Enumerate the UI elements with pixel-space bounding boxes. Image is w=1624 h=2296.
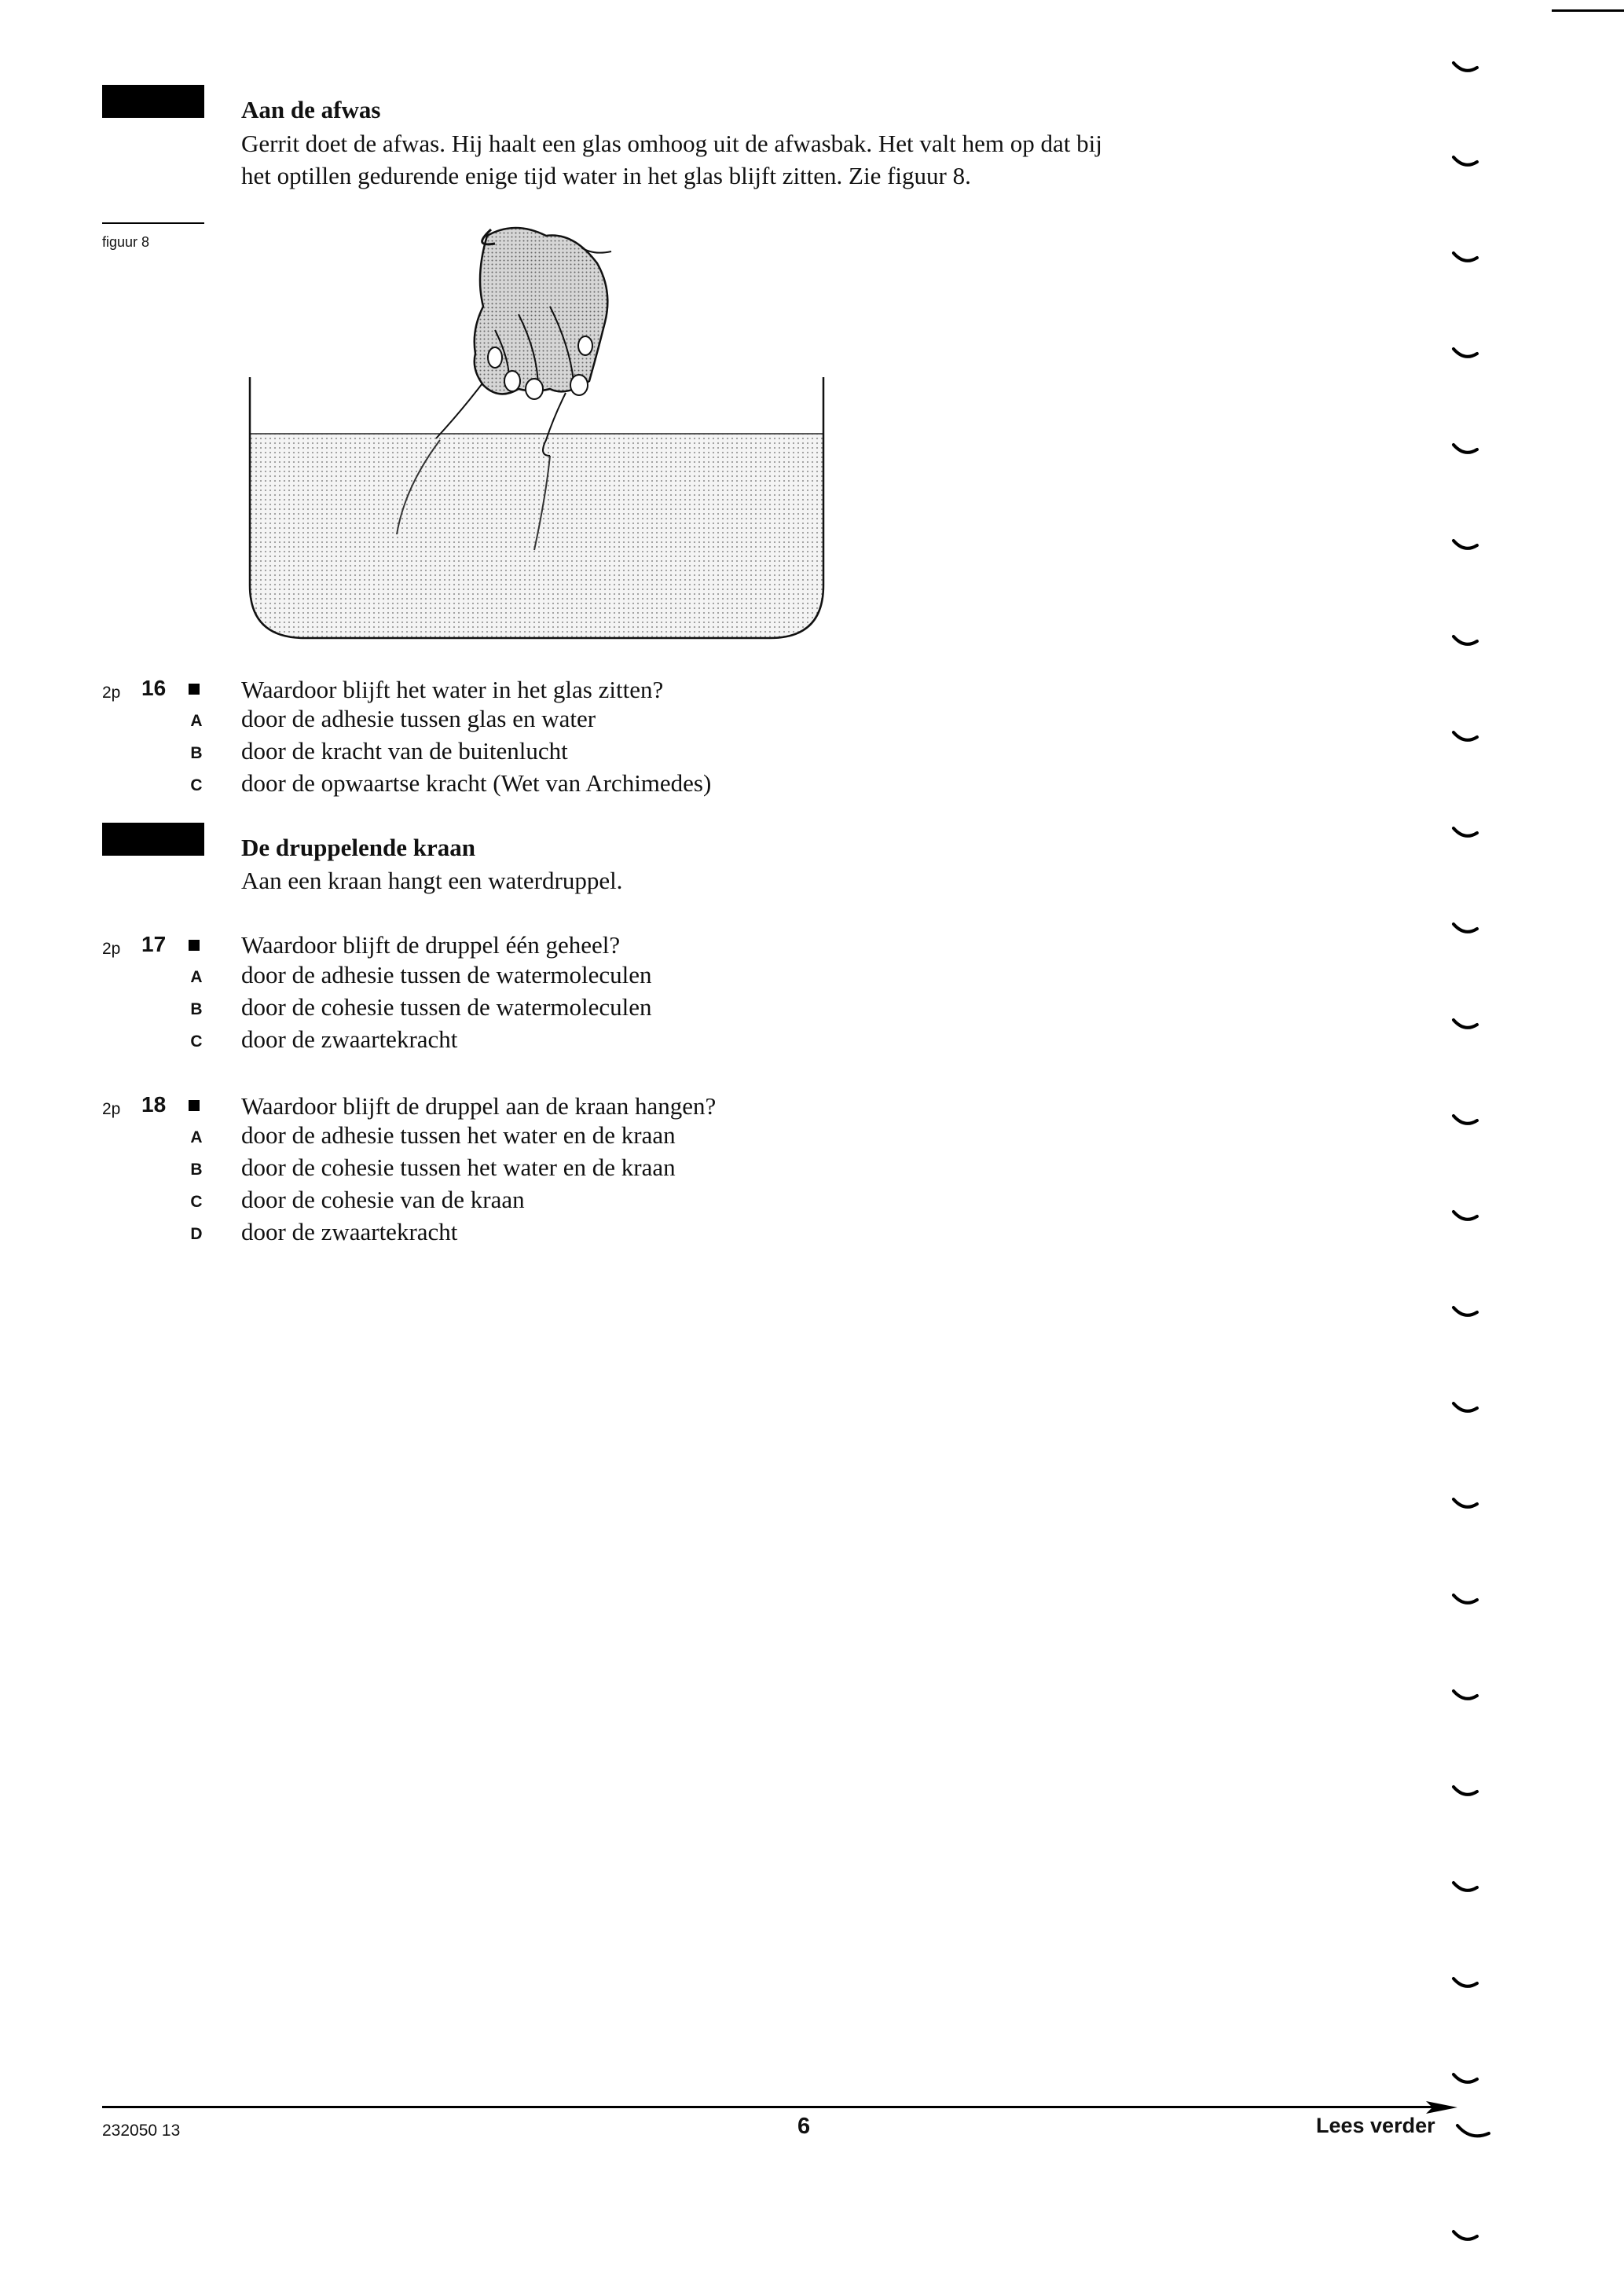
- option-letter: A: [190, 968, 203, 986]
- binding-marks: [1446, 47, 1493, 2247]
- hand: [475, 228, 608, 394]
- option-text[interactable]: door de opwaartse kracht (Wet van Archimedes): [241, 769, 712, 797]
- continue-label: Lees verder: [1316, 2114, 1435, 2137]
- question-points: 2p: [102, 940, 121, 958]
- section-marker: [102, 85, 204, 118]
- option-letter: C: [190, 1193, 203, 1211]
- question-number: 18: [141, 1092, 167, 1117]
- section-intro: [241, 127, 1341, 192]
- option-letter: D: [190, 1225, 203, 1243]
- question-points: 2p: [102, 1100, 121, 1118]
- section-intro: Aan een kraan hangt een waterdruppel.: [241, 867, 623, 894]
- option-text[interactable]: door de adhesie tussen glas en water: [241, 705, 596, 732]
- page-number: 6: [797, 2114, 811, 2139]
- option-text[interactable]: door de cohesie tussen de watermoleculen: [241, 993, 652, 1021]
- option-letter: A: [190, 712, 203, 730]
- question-marker: [189, 940, 200, 951]
- option-letter: C: [190, 776, 203, 794]
- section-title: Aan de afwas: [241, 96, 381, 123]
- option-text[interactable]: door de zwaartekracht: [241, 1025, 458, 1053]
- question-text: Waardoor blijft de druppel één geheel?: [241, 931, 621, 959]
- exam-code: 232050 13: [102, 2122, 181, 2140]
- question-marker: [189, 1100, 200, 1111]
- figure-rule: [102, 222, 204, 224]
- question-number: 17: [141, 932, 167, 956]
- option-letter: B: [190, 1000, 203, 1018]
- question-points: 2p: [102, 684, 121, 702]
- option-letter: B: [190, 1161, 203, 1179]
- option-text[interactable]: door de zwaartekracht: [241, 1218, 458, 1245]
- question-number: 16: [141, 676, 167, 700]
- option-letter: B: [190, 744, 203, 762]
- section-title: De druppelende kraan: [241, 834, 475, 861]
- question-text: Waardoor blijft het water in het glas zitten?: [241, 676, 664, 703]
- footer-rule: [102, 2106, 1438, 2108]
- section-marker: [102, 823, 204, 856]
- intro-line: Gerrit doet de afwas. Hij haalt een glas omhoog uit de afwasbak. Het valt hem op dat bij: [241, 130, 1102, 157]
- question-marker: [189, 684, 200, 695]
- corner-rule: [1552, 9, 1624, 12]
- question-text: Waardoor blijft de druppel aan de kraan hangen?: [241, 1092, 717, 1120]
- option-text[interactable]: door de adhesie tussen de watermoleculen: [241, 961, 652, 988]
- option-text[interactable]: door de cohesie tussen het water en de kraan: [241, 1154, 676, 1181]
- option-letter: A: [190, 1128, 203, 1146]
- option-text[interactable]: door de kracht van de buitenlucht: [241, 737, 568, 765]
- option-text[interactable]: door de cohesie van de kraan: [241, 1186, 525, 1213]
- figure-sink-hand: [236, 220, 849, 644]
- intro-line: het optillen gedurende enige tijd water in het glas blijft zitten. Zie figuur 8.: [241, 162, 971, 189]
- figure-label: figuur 8: [102, 234, 150, 250]
- option-letter: C: [190, 1032, 203, 1051]
- binding-mark: [1454, 2122, 1493, 2145]
- option-text[interactable]: door de adhesie tussen het water en de kraan: [241, 1121, 676, 1149]
